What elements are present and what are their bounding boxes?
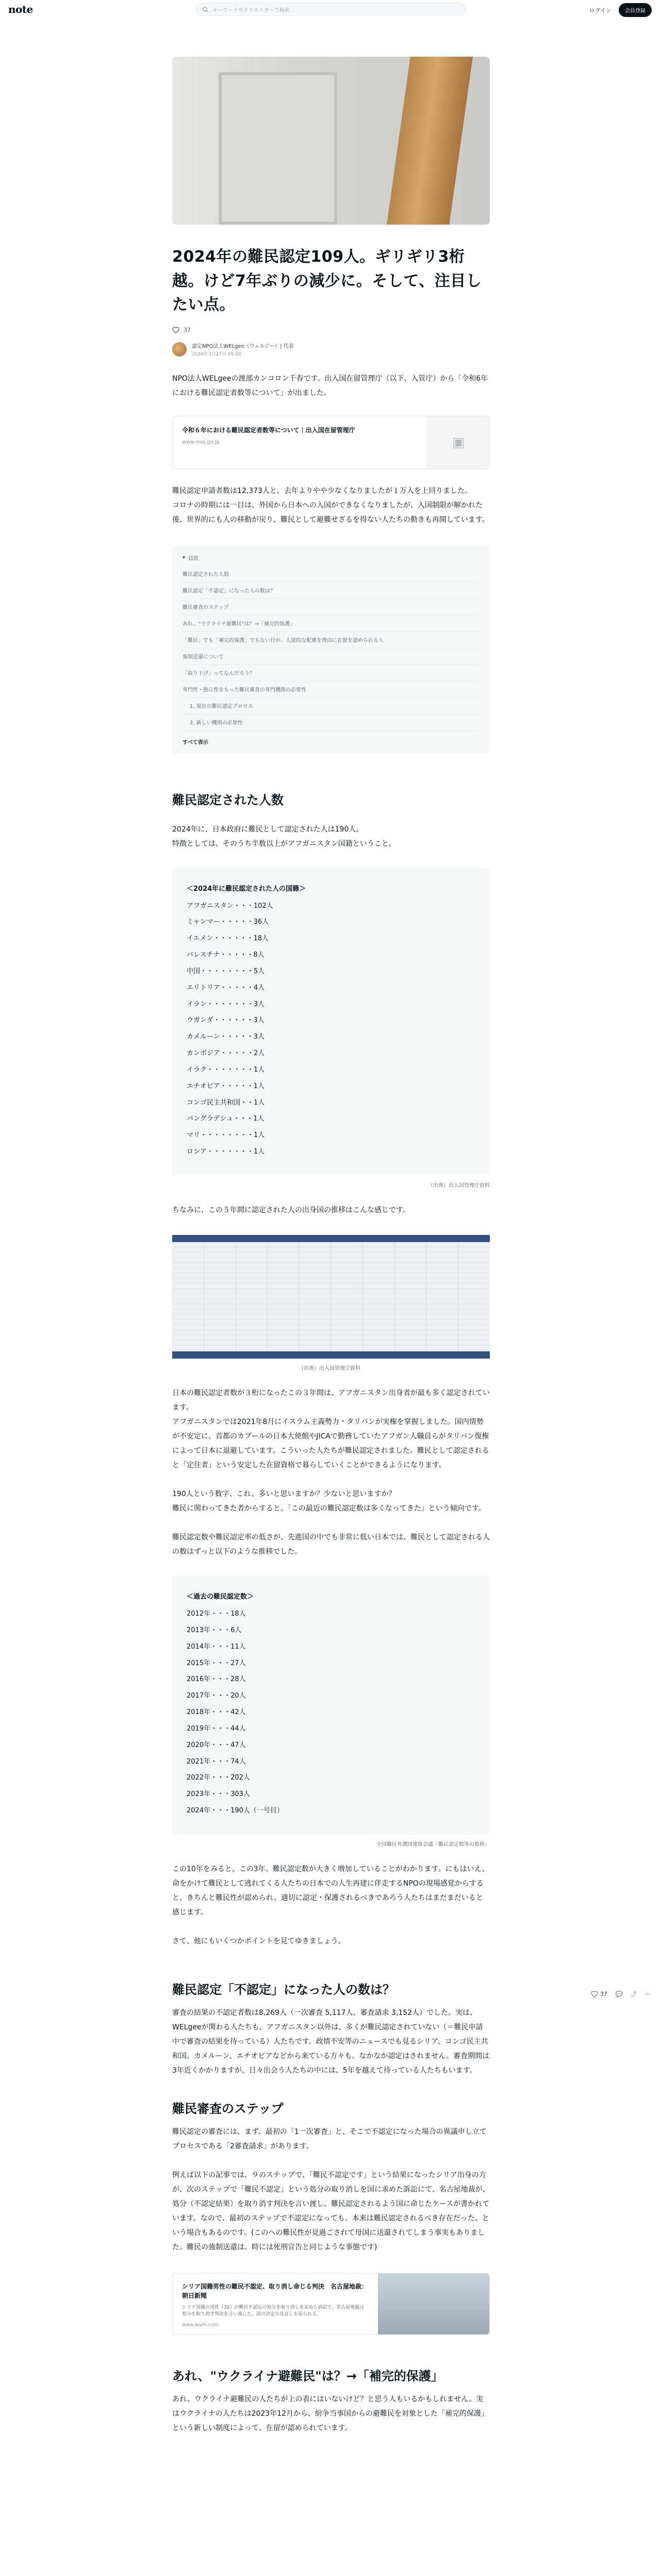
paragraph: 難民に関わってきた者からすると、「この最近の難民認定数は多くなってきた」という傾向です。 (172, 1504, 486, 1513)
like-button[interactable] (591, 1991, 607, 1997)
paragraph: ちなみに、この５年間に認定された人の出身国の推移はこんな感じです。 (172, 1206, 410, 1214)
list-item: パレスチナ・・・・・8人 (187, 951, 264, 959)
toc-item[interactable]: あれ、"ウクライナ避難民"は？→「補完的保護」 (183, 615, 479, 632)
list-item: 2013年・・・6人 (187, 1626, 242, 1634)
list-item: 2019年・・・44人 (187, 1724, 246, 1733)
paragraph: 特徴としては、そのうち半数以上がアフガニスタン国籍ということ。 (172, 839, 396, 848)
toc-item[interactable]: 「難民」でも「補完的保護」でもない行が、人道的な配慮を理由に在留を認められる人 (183, 632, 479, 648)
like-count: 37 (184, 326, 191, 333)
list-item: 中国・・・・・・・・5人 (187, 967, 265, 975)
embed-card-asahi[interactable] (172, 2273, 490, 2335)
list-item: マリ・・・・・・・・1人 (187, 1131, 265, 1140)
source-caption: （出典）出入国管理庁資料 (428, 1183, 490, 1189)
paragraph: 審査の結果の不認定者数は8,269人（一次審査 5,117人、審査請求 3,152人）でした。実は、WELgeeが関わる人たちも、アフガニスタン以外は、多くが難民認定されていない（＝難民申請中で審査の結果を待っている）人たちです。政情不安等のニュースでも見るシリア、コンゴ民主共和国、カメルーン、エチオピアなどから来ている方々も、なかなか認定はされません。審査期間は3年近くかかりますが、日々出会う人たちの中には、5年を越えて待っている人たちもいます。 (172, 2008, 490, 2075)
signup-button[interactable]: 会員登録 (619, 3, 652, 17)
list-item: 2024年・・・190人（一号目） (187, 1807, 284, 1815)
paragraph: コロナの時期には一目は、外国から日本への入国ができなくなりましたが、入国制限が解かれた後、世界的にも人の移動が戻り、難民として避難せざるを得ない人たちの動きも再開しています。 (172, 501, 489, 524)
embed-url: www.moj.go.jp (182, 439, 220, 445)
list-item: 2016年・・・28人 (187, 1675, 246, 1684)
list-item: エリトリア・・・・・4人 (187, 984, 265, 992)
link-card-thumbnail (378, 2274, 489, 2334)
toc-item[interactable]: 難民認定された人数 (183, 566, 479, 582)
list-item: 2017年・・・20人 (187, 1692, 246, 1700)
login-link[interactable]: ログイン (589, 7, 611, 14)
section-heading: 難民審査のステップ (172, 2101, 284, 2116)
table-caption: (出典）出入国管理庁資料 (302, 1366, 360, 1371)
author-block[interactable] (172, 342, 490, 357)
comment-icon[interactable]: 💬 (616, 1990, 623, 1997)
paragraph: 190人という数字、これ、多いと思いますか？少ないと思いますか？ (172, 1490, 396, 1498)
list-item: コンゴ民主共和国・・1人 (187, 1098, 265, 1107)
eyecatch-image (172, 57, 490, 225)
list-item: イエメン・・・・・・18人 (187, 935, 269, 943)
list-item: 2020年・・・47人 (187, 1741, 246, 1749)
toc-header[interactable] (183, 554, 479, 562)
paragraph: 難民認定数や難民認定率の低さが、先進国の中でも非常に低い日本では、難民として認定される人の数はずっと以下のような推移でした。 (172, 1533, 490, 1556)
list-item: バングラデシュ・・・1人 (187, 1115, 264, 1123)
source-caption: 全国難民弁護団連絡会議「難民認定数等の推移」 (376, 1841, 490, 1848)
toc-subitem[interactable]: 1. 現在の難民認定プロセス (183, 698, 479, 714)
paragraph: アフガニスタンでは2021年8月にイスラム主義勢力・タリバンが実権を掌握しました。国内情勢が不安定に、首都のカブールの日本大使館やJICAで勤務していたアフガン人職員らがタリバン復権によって日本に退避しています。こういった人たちが難民認定されました。難民として認定されると「定住者」という安定した在留資格で暮らしていくことができるようになります。 (172, 1418, 489, 1469)
eyecatch-door (219, 72, 337, 225)
toc-item[interactable]: 難民審査のステップ (183, 599, 479, 615)
share-icon[interactable]: ⤴ (631, 1991, 637, 1997)
list-item: アフガニスタン・・・102人 (187, 902, 273, 910)
note-logo[interactable]: note (8, 3, 33, 15)
link-card-title: シリア国籍男性の難民不認定、取り消し命じる判決 名古屋地裁：朝日新聞 (182, 2282, 368, 2299)
like-row (172, 327, 490, 333)
toc-item[interactable]: 専門性・独立性をもった難民審査の専門機関の必要性 (183, 681, 479, 698)
paragraph: 例えば以下の記事では、９のステップで、「難民不認定です」という結果になったシリア出身の方が、次のステップで「難民不認定」という処分の取り消しを国に求めた訴訟にて、名古屋地裁が、処分（不認定結果）を取り消す判決を言い渡し、難民認定されるよう国に命じたケースが書かれています。なので、最初のステップで不認定になっても、本来は難民認定されるべき存在だった、という場合もあるのです。(このへの難民性が見過ごされて母国に送還されてしまう事実もありました。難民の強制送還は、時には死刑宣告と同じような事態です) (172, 2171, 490, 2251)
heart-icon (591, 1991, 598, 1997)
toc-show-all-button[interactable]: すべて表示 (183, 739, 208, 745)
search-input[interactable] (196, 3, 466, 16)
section-heading: 難民認定された人数 (172, 792, 284, 807)
floating-action-bar (591, 1990, 651, 1998)
list-item: イラン・・・・・・・3人 (187, 1000, 265, 1008)
more-icon[interactable]: ⋯ (644, 1990, 651, 1997)
heart-icon[interactable] (172, 327, 179, 333)
article-title: 2024年の難民認定109人。ギリギリ3桁越。けど7年ぶりの減少に。そして、注目したい点。 (172, 248, 482, 314)
paragraph: 2024年に、日本政府に難民として認定された人は190人。 (172, 825, 363, 834)
list-item: イラク・・・・・・・1人 (187, 1065, 265, 1074)
list-item: ウガンダ・・・・・・3人 (187, 1016, 264, 1025)
list-item: 2015年・・・27人 (187, 1659, 246, 1667)
author-name[interactable]: 認定NPO法人WELgee（ウェルジー）| 代表 (192, 343, 294, 349)
paragraph: 難民認定申請者数は12,373人と、去年よりやや少なくなりましたが１万人を上回りました。 (172, 486, 472, 495)
paragraph: さて、他にもいくつかポイントを見てゆきましょう。 (172, 1937, 345, 1945)
table-grid (172, 1235, 490, 1359)
section-heading: あれ、"ウクライナ避難民"は？→「補完的保護」 (172, 2368, 443, 2383)
table-of-contents (172, 546, 490, 754)
paragraph: あれ、ウクライナ避難民の人たちが上の表にはいないけど？と思う人もいるかもしれません。実はウクライナの人たちは2023年12月から、紛争当事国からの避難民を対象とした「補完的保護」という新しい制度によって、在留が認められています。 (172, 2395, 489, 2432)
search-placeholder: キーワードやクリエイターで検索 (212, 7, 290, 13)
list-item: エチオピア・・・・・1人 (187, 1082, 265, 1090)
toc-item[interactable]: 難民認定「不認定」になった人の数は？ (183, 582, 479, 599)
embed-title: 令和６年における難民認定者数等について｜出入国在留管理庁 (182, 426, 355, 434)
article (172, 57, 490, 2435)
like-count: 37 (600, 1990, 607, 1997)
section-heading: 難民認定「不認定」になった人の数は？ (172, 1982, 395, 1997)
toc-item[interactable]: 強制送還について (183, 648, 479, 665)
list-item: ロシア・・・・・・・1人 (187, 1148, 265, 1156)
list-item: 2021年・・・74人 (187, 1757, 246, 1766)
nationality-trend-table-image (172, 1235, 490, 1359)
search-icon (203, 7, 208, 12)
toc-item[interactable]: 「取り下げ」ってなんだろう？ (183, 665, 479, 681)
avatar[interactable] (172, 342, 187, 357)
paragraph: 難民認定の審査には、まず、最初の「1一次審査」と、そこで不認定になった場合の異議申し立てプロセスである「2審査請求」があります。 (172, 2127, 487, 2150)
table-footer-bar (172, 1351, 490, 1359)
link-card-url: www.asahi.com (182, 2322, 219, 2328)
link-card-description: シリア国籍の男性（32）が難民不認定の処分を取り消しを求めた訴訟で、名古屋地裁は処分を取り消す判決を言い渡した。国の決定の見直しを迫られる。 (182, 2304, 365, 2317)
list-item: 2023年・・・303人 (187, 1790, 250, 1799)
toc-title: 目次 (188, 555, 199, 562)
site-header (0, 0, 662, 19)
list-item: ミャンマー・・・・・36人 (187, 918, 269, 926)
paragraph: 日本の難民認定者数が３桁になったこの３年間は、アフガニスタン出身者が最も多く認定されています。 (172, 1389, 490, 1412)
list-item: 2014年・・・11人 (187, 1642, 246, 1651)
list-heading: ＜2024年に難民認定された人の国籍＞ (187, 885, 306, 893)
publish-date: 2024年3月27日 09:00 (192, 351, 241, 357)
intro-paragraph: NPO法人WELgeeの渡部カンコロン千春です。出入国在留管理庁（以下、入管庁）から「令和6年における難民認定者数等について」が出ました。 (172, 374, 488, 397)
image-placeholder-icon: ▣ (427, 416, 489, 469)
list-heading: ＜過去の難民認定数＞ (187, 1593, 254, 1601)
list-item: 2022年・・・202人 (187, 1774, 250, 1782)
embed-card-moj[interactable] (172, 416, 490, 469)
toc-subitem[interactable]: 2. 新しい機関の必要性 (183, 714, 479, 731)
trend-list (172, 1575, 490, 1835)
chevron-down-icon: ▾ (183, 554, 186, 561)
list-item: カンボジア・・・・・2人 (187, 1049, 265, 1058)
list-item: 2012年・・・18人 (187, 1610, 246, 1618)
list-item: カメルーン・・・・・3人 (187, 1033, 265, 1041)
paragraph: この10年をみると、この3年、難民認定数が大きく増加していることがわかります。にもはいえ、命をかけて難民として逃れてくる人たちの日本での人生再建に伴走するNPOの現場感覚からすると、きちんと難民性が認められ、適切に認定・保護されるべきであろう人たちはまだまだいると感じます。 (172, 1865, 489, 1917)
list-item: 2018年・・・42人 (187, 1708, 246, 1717)
nationality-list (172, 868, 490, 1176)
